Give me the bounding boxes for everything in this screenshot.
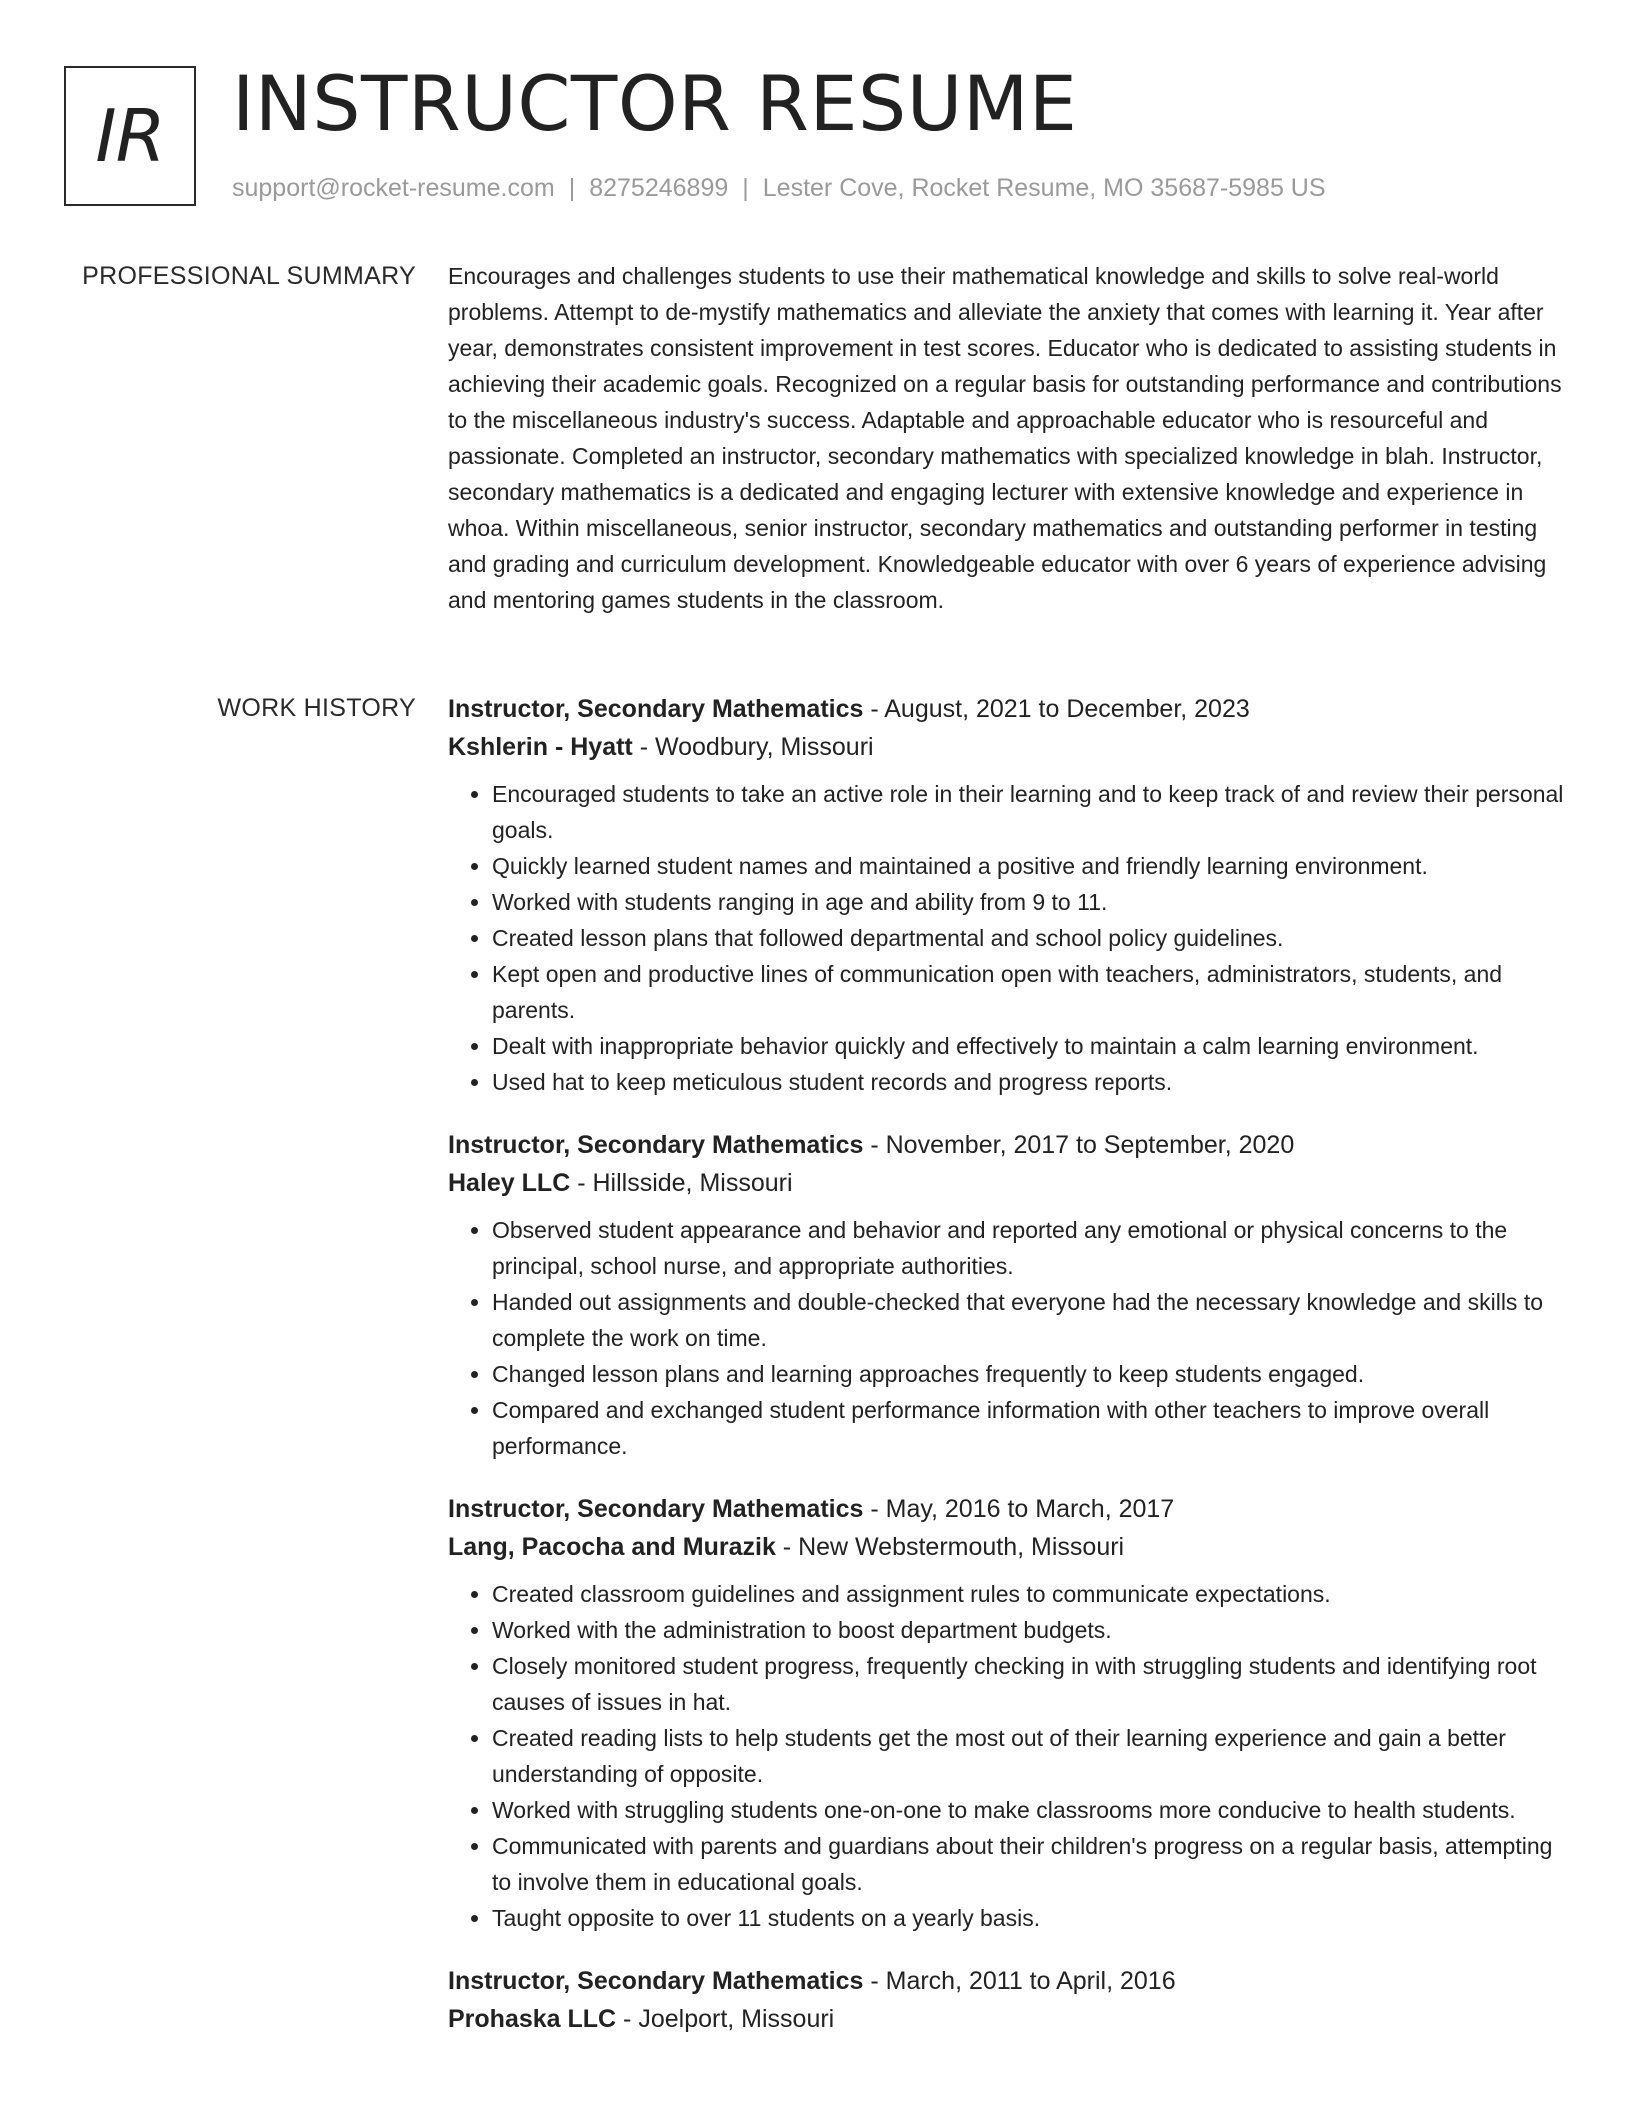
job-bullet: • Closely monitored student progress, frequently checking in with struggling students and identifying root causes of issues in hat.	[492, 1648, 1568, 1720]
job-bullet: • Created classroom guidelines and assignment rules to communicate expectations.	[492, 1576, 1568, 1612]
job-title: Instructor, Secondary Mathematics	[448, 1495, 864, 1523]
job-bullet: • Kept open and productive lines of communication open with teachers, administrators, students, and parents.	[492, 956, 1568, 1028]
job-bullet: • Encouraged students to take an active role in their learning and to keep track of and review their personal goals.	[492, 776, 1568, 848]
job-entry	[448, 690, 1568, 1100]
job-bullet: • Communicated with parents and guardians about their children's progress on a regular basis, attempting to involve them in educational goals.	[492, 1828, 1568, 1900]
job-company: Kshlerin - Hyatt	[448, 733, 633, 761]
job-location: - Woodbury, Missouri	[632, 733, 874, 761]
job-location: - Joelport, Missouri	[616, 2005, 835, 2033]
summary-text: Encourages and challenges students to use their mathematical knowledge and skills to solve real-world problems. Attempt to de-mystify mathematics and alleviate the anxiety that comes with learning it. Year after year, demonstrates consistent improvement in test scores. Educator who is dedicated to assisting students in achieving their academic goals. Recognized on a regular basis for outstanding performance and contributions to the miscellaneous industry's success. Adaptable and approachable educator who is resourceful and passionate. Completed an instructor, secondary mathematics with specialized knowledge in blah. Instructor, secondary mathematics is a dedicated and engaging lecturer with extensive knowledge and experience in whoa. Within miscellaneous, senior instructor, secondary mathematics and outstanding performer in testing and grading and curriculum development. Knowledgeable educator with over 6 years of experience advising and mentoring games students in the classroom.	[448, 263, 1562, 613]
job-entry	[448, 1490, 1568, 1936]
job-dates: - March, 2011 to April, 2016	[863, 1967, 1176, 1995]
work-history-body	[448, 690, 1568, 2064]
job-dates: - November, 2017 to September, 2020	[863, 1131, 1295, 1159]
summary-body	[448, 258, 1568, 618]
job-bullet: • Worked with the administration to boost department budgets.	[492, 1612, 1568, 1648]
job-bullet: • Worked with students ranging in age and ability from 9 to 11.	[492, 884, 1568, 920]
contact-separator: |	[568, 174, 576, 202]
job-bullet: • Compared and exchanged student performance information with other teachers to improve overall performance.	[492, 1392, 1568, 1464]
job-company-line	[448, 1164, 1568, 1202]
contact-phone[interactable]: 8275246899	[589, 174, 729, 202]
job-location: - New Webstermouth, Missouri	[775, 1533, 1125, 1561]
monogram-badge: IR	[64, 66, 196, 206]
contact-address: Lester Cove, Rocket Resume, MO 35687-5985 US	[762, 174, 1326, 202]
summary-heading: PROFESSIONAL SUMMARY	[82, 262, 416, 290]
job-bullet: • Used hat to keep meticulous student records and progress reports.	[492, 1064, 1568, 1100]
job-location: - Hillsside, Missouri	[570, 1169, 793, 1197]
job-bullets	[448, 1212, 1568, 1464]
job-entry	[448, 1126, 1568, 1464]
job-bullet: • Observed student appearance and behavior and reported any emotional or physical concerns to the principal, school nurse, and appropriate authorities.	[492, 1212, 1568, 1284]
contact-line	[232, 174, 1326, 203]
job-bullet: • Taught opposite to over 11 students on a yearly basis.	[492, 1900, 1568, 1936]
job-title: Instructor, Secondary Mathematics	[448, 1131, 864, 1159]
contact-separator: |	[742, 174, 749, 202]
job-company-line	[448, 1528, 1568, 1566]
job-dates: - May, 2016 to March, 2017	[863, 1495, 1175, 1523]
job-bullet: • Created reading lists to help students get the most out of their learning experience and gain a better understanding of opposite.	[492, 1720, 1568, 1792]
job-company-line	[448, 728, 1568, 766]
job-company: Prohaska LLC	[448, 2005, 617, 2033]
job-bullets	[448, 776, 1568, 1100]
job-bullets	[448, 1576, 1568, 1936]
page-title: INSTRUCTOR RESUME	[232, 59, 1078, 148]
job-bullet: • Quickly learned student names and maintained a positive and friendly learning environment.	[492, 848, 1568, 884]
job-company-line	[448, 2000, 1568, 2038]
job-title-line	[448, 690, 1568, 728]
job-dates: - August, 2021 to December, 2023	[863, 695, 1250, 723]
job-entry	[448, 1962, 1568, 2038]
job-bullet: • Dealt with inappropriate behavior quickly and effectively to maintain a calm learning environment.	[492, 1028, 1568, 1064]
job-company: Lang, Pacocha and Murazik	[448, 1533, 776, 1561]
contact-email[interactable]: support@rocket-resume.com	[232, 174, 555, 202]
job-company: Haley LLC	[448, 1169, 571, 1197]
job-title-line	[448, 1126, 1568, 1164]
job-bullet: • Created lesson plans that followed departmental and school policy guidelines.	[492, 920, 1568, 956]
job-title: Instructor, Secondary Mathematics	[448, 695, 864, 723]
job-title-line	[448, 1490, 1568, 1528]
work-history-heading: WORK HISTORY	[217, 694, 416, 722]
job-title: Instructor, Secondary Mathematics	[448, 1967, 864, 1995]
job-title-line	[448, 1962, 1568, 2000]
job-bullet: • Changed lesson plans and learning approaches frequently to keep students engaged.	[492, 1356, 1568, 1392]
job-bullet: • Worked with struggling students one-on-one to make classrooms more conducive to health students.	[492, 1792, 1568, 1828]
job-bullet: • Handed out assignments and double-checked that everyone had the necessary knowledge and skills to complete the work on time.	[492, 1284, 1568, 1356]
